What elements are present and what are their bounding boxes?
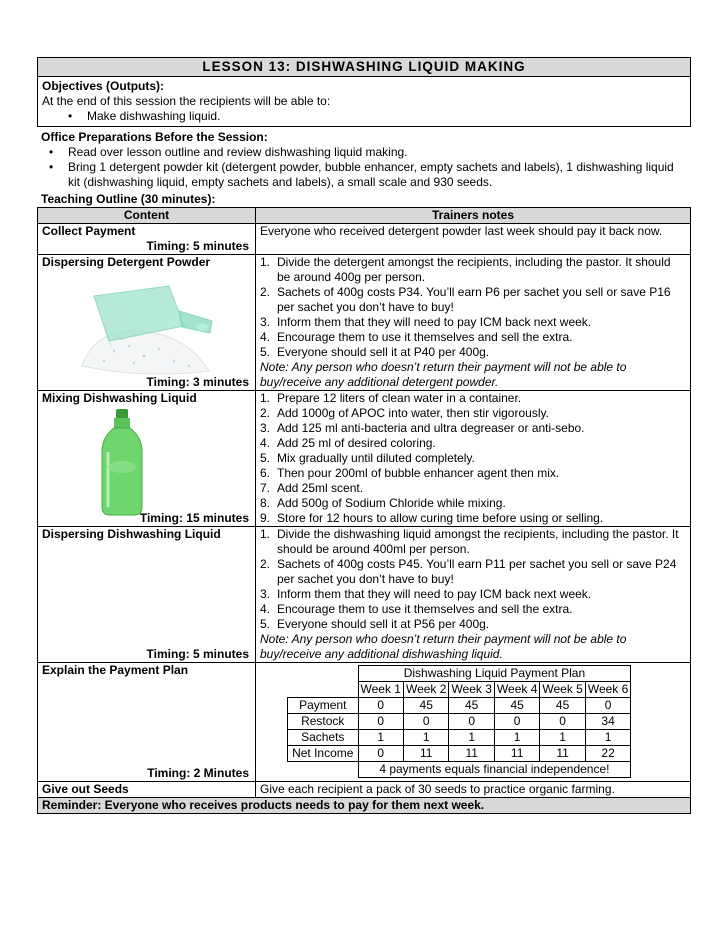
row-timing: Timing: 5 minutes (146, 239, 249, 253)
plan-cell: 0 (403, 714, 448, 730)
plan-cell: 1 (358, 730, 403, 746)
steps-list (260, 391, 686, 526)
plan-row-payment (288, 698, 631, 714)
table-row (38, 663, 691, 782)
preparation-item: • Bring 1 detergent powder kit (detergent powder, bubble enhancer, empty sachets and labels), 1 dishwashing liquid kit (dishwashing liquid, empty sachets and labels), a small scale and 930 seeds. (23, 160, 687, 190)
week-header: Week 6 (585, 682, 630, 698)
week-header: Week 4 (494, 682, 539, 698)
plan-cell: 45 (449, 698, 494, 714)
plan-cell: 1 (494, 730, 539, 746)
row-notes-cell (256, 255, 691, 391)
row-timing: Timing: 2 Minutes (147, 766, 249, 780)
plan-cell: 45 (494, 698, 539, 714)
reminder-row (38, 798, 691, 814)
plan-cell: 0 (540, 714, 585, 730)
list-item: 1. Divide the dishwashing liquid amongst the recipients, including the pastor. It should be around 400ml per person. (260, 527, 679, 556)
plan-cell: 1 (449, 730, 494, 746)
row-notes-cell: Everyone who received detergent powder last week should pay it back now. (256, 224, 691, 255)
row-notes-cell: Give each recipient a pack of 30 seeds to practice organic farming. (256, 782, 691, 798)
row-title: Explain the Payment Plan (42, 663, 189, 677)
list-item: 3. Inform them that they will need to pay ICM back next week. (260, 587, 592, 601)
row-note: Note: Any person who doesn’t return their payment will not be able to buy/receive any additional dishwashing liquid. (260, 632, 627, 661)
list-item: 6. Then pour 200ml of bubble enhancer agent then mix. (260, 466, 560, 480)
plan-row-label: Payment (288, 698, 359, 714)
table-row (38, 391, 691, 527)
plan-cell: 34 (585, 714, 630, 730)
table-row (38, 255, 691, 391)
preparations-section (37, 127, 691, 207)
table-header-row (38, 208, 691, 224)
list-item: 3. Inform them that they will need to pay ICM back next week. (260, 315, 592, 329)
week-header: Week 1 (358, 682, 403, 698)
table-row (38, 527, 691, 663)
detergent-powder-image (74, 271, 214, 381)
outline-heading: Teaching Outline (30 minutes): (41, 192, 216, 206)
teaching-outline-table (37, 207, 691, 814)
row-title: Mixing Dishwashing Liquid (42, 391, 197, 405)
row-content-cell (38, 663, 256, 782)
list-item: 1. Prepare 12 liters of clean water in a container. (260, 391, 522, 405)
plan-cell: 0 (358, 746, 403, 762)
steps-list (260, 255, 686, 360)
plan-footer-row (288, 762, 631, 778)
list-item: 5. Everyone should sell it at P40 per 400g. (260, 345, 490, 359)
plan-cell: 11 (403, 746, 448, 762)
row-timing: Timing: 15 minutes (139, 511, 249, 525)
row-content-cell (38, 527, 256, 663)
lesson-title: LESSON 13: DISHWASHING LIQUID MAKING (38, 58, 690, 77)
row-content-cell (38, 224, 256, 255)
row-note: Note: Any person who doesn’t return their payment will not be able to buy/receive any additional detergent powder. (260, 360, 627, 389)
objectives-list (42, 109, 686, 124)
plan-row-label: Restock (288, 714, 359, 730)
steps-list (260, 527, 686, 632)
week-header: Week 2 (403, 682, 448, 698)
list-item: 9. Store for 12 hours to allow curing time before using or selling. (260, 511, 604, 525)
list-item: 3. Add 125 ml anti-bacteria and ultra degreaser or anti-sebo. (260, 421, 585, 435)
payment-plan-table (287, 665, 631, 778)
week-header: Week 3 (449, 682, 494, 698)
row-title: Dispersing Dishwashing Liquid (42, 527, 221, 541)
column-header-notes: Trainers notes (256, 208, 691, 224)
list-item: 5. Mix gradually until diluted completely. (260, 451, 475, 465)
preparations-heading: Office Preparations Before the Session: (41, 130, 268, 144)
list-item: 8. Add 500g of Sodium Chloride while mixing. (260, 496, 506, 510)
plan-cell: 22 (585, 746, 630, 762)
row-notes-cell (256, 527, 691, 663)
row-content-cell (38, 391, 256, 527)
list-item: 4. Encourage them to use it themselves and sell the extra. (260, 602, 573, 616)
header-box (37, 57, 691, 127)
plan-cell: 11 (449, 746, 494, 762)
list-item: 2. Sachets of 400g costs P45. You’ll earn P11 per sachet you sell or save P24 per sachet you don’t have to buy! (260, 557, 677, 586)
row-notes-cell (256, 391, 691, 527)
plan-cell: 0 (358, 714, 403, 730)
list-item: 4. Add 25 ml of desired coloring. (260, 436, 436, 450)
row-title: Give out Seeds (42, 782, 129, 796)
plan-cell: 11 (540, 746, 585, 762)
plan-row-net-income (288, 746, 631, 762)
plan-row-sachets (288, 730, 631, 746)
list-item: 7. Add 25ml scent. (260, 481, 364, 495)
plan-cell: 0 (449, 714, 494, 730)
dishwashing-bottle-image (94, 407, 150, 517)
preparation-item: • Read over lesson outline and review dishwashing liquid making. (23, 145, 687, 160)
column-header-content: Content (38, 208, 256, 224)
plan-row-restock (288, 714, 631, 730)
plan-cell: 1 (403, 730, 448, 746)
objective-item: • Make dishwashing liquid. (42, 109, 686, 124)
plan-title-row (288, 666, 631, 682)
row-title: Dispersing Detergent Powder (42, 255, 211, 269)
plan-row-label: Net Income (288, 746, 359, 762)
row-timing: Timing: 3 minutes (146, 375, 249, 389)
row-notes-cell (256, 663, 691, 782)
table-row (38, 224, 691, 255)
plan-cell: 1 (585, 730, 630, 746)
plan-cell: 45 (403, 698, 448, 714)
objectives-intro: At the end of this session the recipients will be able to: (42, 94, 331, 108)
row-timing: Timing: 5 minutes (146, 647, 249, 661)
objectives-heading: Objectives (Outputs): (42, 79, 165, 93)
plan-footer: 4 payments equals financial independence! (358, 762, 631, 778)
objectives-section (38, 77, 690, 126)
row-content-cell (38, 782, 256, 798)
plan-row-label: Sachets (288, 730, 359, 746)
preparations-list (23, 145, 687, 190)
table-row (38, 782, 691, 798)
plan-cell: 45 (540, 698, 585, 714)
list-item: 1. Divide the detergent amongst the recipients, including the pastor. It should be around 400g per person. (260, 255, 671, 284)
plan-title: Dishwashing Liquid Payment Plan (358, 666, 631, 682)
plan-cell: 0 (358, 698, 403, 714)
plan-cell: 0 (585, 698, 630, 714)
row-content-cell (38, 255, 256, 391)
lesson-page (37, 57, 691, 814)
plan-cell: 1 (540, 730, 585, 746)
plan-week-row (288, 682, 631, 698)
list-item: 5. Everyone should sell it at P56 per 400g. (260, 617, 490, 631)
list-item: 4. Encourage them to use it themselves and sell the extra. (260, 330, 573, 344)
list-item: 2. Sachets of 400g costs P34. You’ll earn P6 per sachet you sell or save P16 per sachet you don’t have to buy! (260, 285, 671, 314)
row-title: Collect Payment (42, 224, 136, 238)
plan-cell: 11 (494, 746, 539, 762)
list-item: 2. Add 1000g of APOC into water, then stir vigorously. (260, 406, 549, 420)
week-header: Week 5 (540, 682, 585, 698)
reminder-text: Reminder: Everyone who receives products needs to pay for them next week. (38, 798, 691, 814)
plan-cell: 0 (494, 714, 539, 730)
